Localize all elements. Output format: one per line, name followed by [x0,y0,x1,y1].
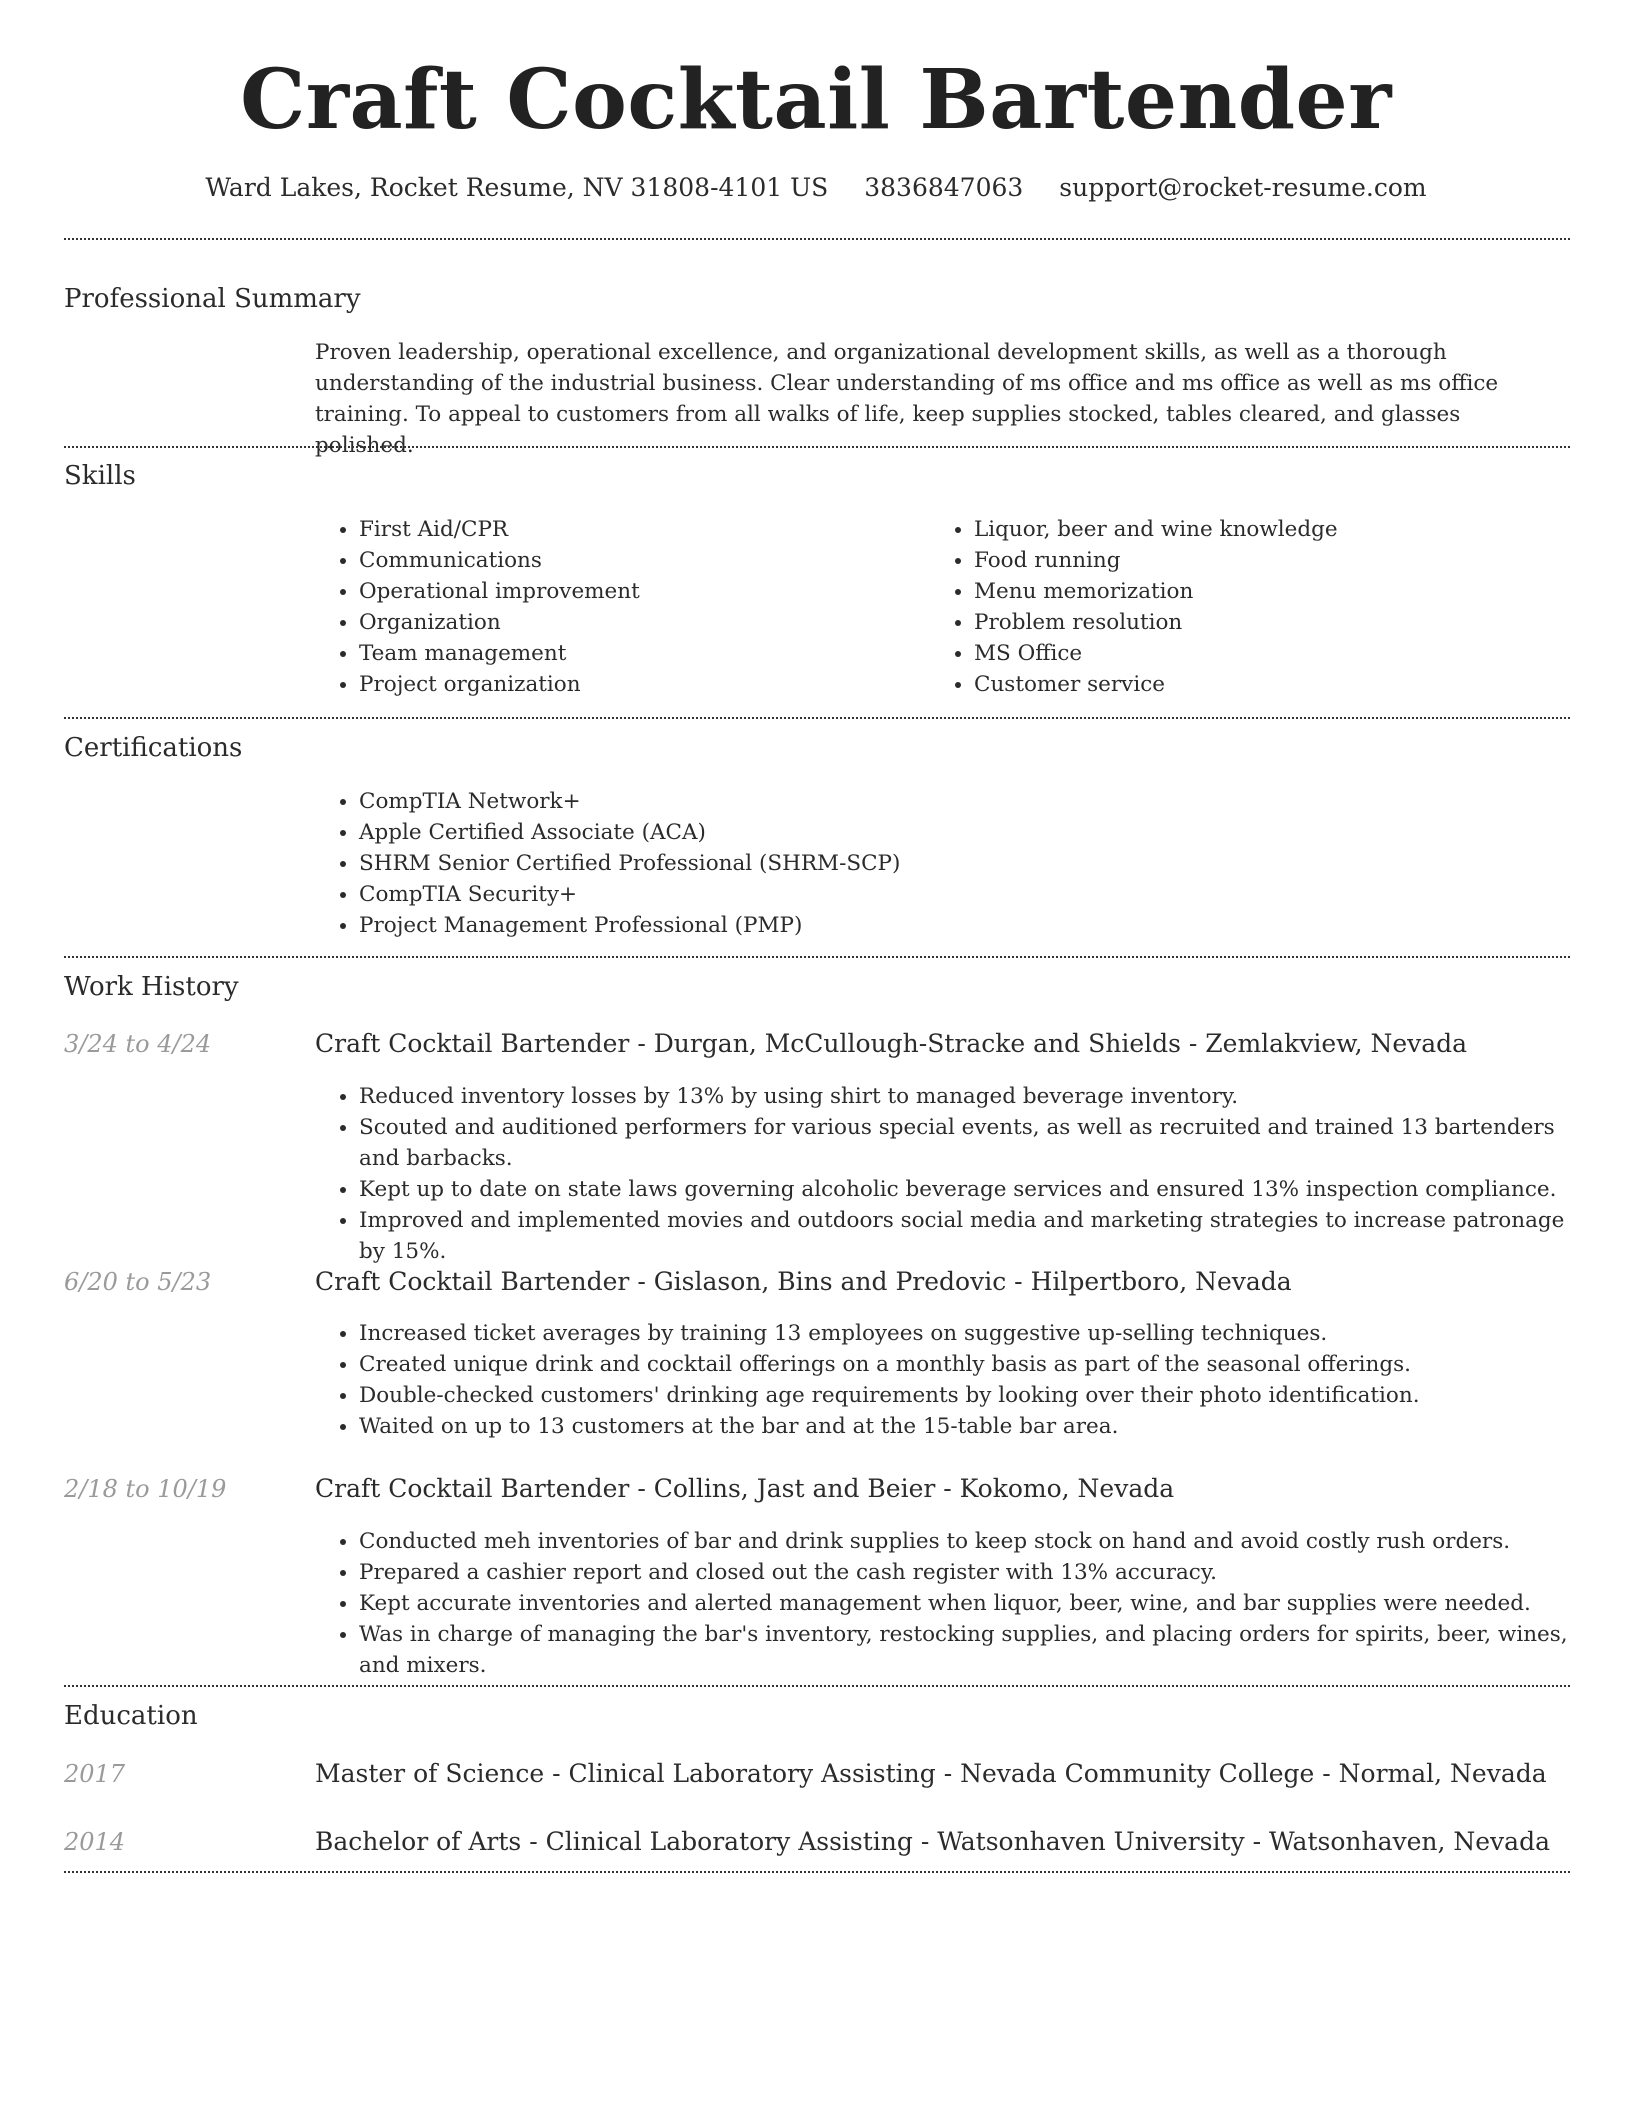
job-bullet: • Kept accurate inventories and alerted management when liquor, beer, wine, and bar supplies were needed. [359,1588,1580,1619]
certification-item: • CompTIA Security+ [359,879,1315,910]
contact-line [0,170,1632,206]
job-bullet: • Improved and implemented movies and outdoors social media and marketing strategies to increase patronage by 15%. [359,1205,1580,1267]
skill-item: • Customer service [974,669,1530,700]
skill-item: • Communications [359,545,915,576]
section-divider [64,446,1570,448]
job-dates: 6/20 to 5/23 [64,1268,212,1296]
section-divider [64,717,1570,719]
job-title: Craft Cocktail Bartender - Collins, Jast and Beier - Kokomo, Nevada [315,1474,1175,1503]
job-bullet: • Kept up to date on state laws governing alcoholic beverage services and ensured 13% inspection compliance. [359,1174,1580,1205]
skills-heading: Skills [64,461,136,491]
skill-item: • Project organization [359,669,915,700]
section-divider [64,1871,1570,1873]
skill-item: • Problem resolution [974,607,1530,638]
job-bullet: • Was in charge of managing the bar's inventory, restocking supplies, and placing orders for spirits, beer, wines, and mixers. [359,1619,1580,1681]
job-dates: 3/24 to 4/24 [64,1030,212,1058]
section-divider [64,238,1570,240]
candidate-name: Craft Cocktail Bartender [240,52,1392,148]
education-degree: Bachelor of Arts - Clinical Laboratory Assisting - Watsonhaven University - Watsonhaven, Nevada [315,1827,1550,1856]
job-bullet: • Waited on up to 13 customers at the bar and at the 15-table bar area. [359,1411,1580,1442]
education-heading: Education [64,1701,198,1731]
skill-item: • Operational improvement [359,576,915,607]
skill-item: • Organization [359,607,915,638]
summary-text: Proven leadership, operational excellence, and organizational development skills, as well as a thorough understanding of the industrial business. Clear understanding of ms office and ms office as well as ms office training. To appeal to customers from all walks of life, keep supplies stocked, tables cleared, and glasses polished. [315,340,1499,458]
skills-column-left [315,514,915,700]
skill-item: • MS Office [974,638,1530,669]
job-bullets [315,1081,1580,1267]
job-bullet: • Reduced inventory losses by 13% by using shirt to managed beverage inventory. [359,1081,1580,1112]
education-year: 2017 [64,1760,126,1788]
job-bullet: • Created unique drink and cocktail offerings on a monthly basis as part of the seasonal offerings. [359,1349,1580,1380]
job-bullet: • Prepared a cashier report and closed out the cash register with 13% accuracy. [359,1557,1580,1588]
skill-item: • Team management [359,638,915,669]
job-title: Craft Cocktail Bartender - Durgan, McCullough-Stracke and Shields - Zemlakview, Nevada [315,1029,1468,1058]
education-degree: Master of Science - Clinical Laboratory Assisting - Nevada Community College - Normal, Nevada [315,1759,1547,1788]
certification-item: • SHRM Senior Certified Professional (SHRM-SCP) [359,848,1315,879]
job-title: Craft Cocktail Bartender - Gislason, Bins and Predovic - Hilpertboro, Nevada [315,1267,1292,1296]
section-divider [64,956,1570,958]
work-history-heading: Work History [64,972,239,1002]
contact-address: Ward Lakes, Rocket Resume, NV 31808-4101 US [205,173,829,202]
section-divider [64,1685,1570,1687]
skill-item: • First Aid/CPR [359,514,915,545]
job-bullet: • Scouted and auditioned performers for various special events, as well as recruited and trained 13 bartenders and barbacks. [359,1112,1580,1174]
job-bullet: • Conducted meh inventories of bar and drink supplies to keep stock on hand and avoid costly rush orders. [359,1526,1580,1557]
job-dates: 2/18 to 10/19 [64,1475,227,1503]
skill-item: • Menu memorization [974,576,1530,607]
summary-heading: Professional Summary [64,284,361,314]
skill-item: • Liquor, beer and wine knowledge [974,514,1530,545]
job-bullet: • Increased ticket averages by training 13 employees on suggestive up-selling techniques. [359,1318,1580,1349]
certification-item: • Apple Certified Associate (ACA) [359,817,1315,848]
contact-email: support@rocket-resume.com [1059,173,1427,202]
skill-item: • Food running [974,545,1530,576]
education-year: 2014 [64,1828,126,1856]
certification-item: • CompTIA Network+ [359,786,1315,817]
job-bullets [315,1526,1580,1681]
certifications-list [315,786,1315,941]
job-bullets [315,1318,1580,1442]
skills-column-right [930,514,1530,700]
resume-header [0,0,1632,206]
certification-item: • Project Management Professional (PMP) [359,910,1315,941]
job-bullet: • Double-checked customers' drinking age requirements by looking over their photo identification. [359,1380,1580,1411]
certifications-heading: Certifications [64,733,243,763]
contact-phone: 3836847063 [864,173,1024,202]
